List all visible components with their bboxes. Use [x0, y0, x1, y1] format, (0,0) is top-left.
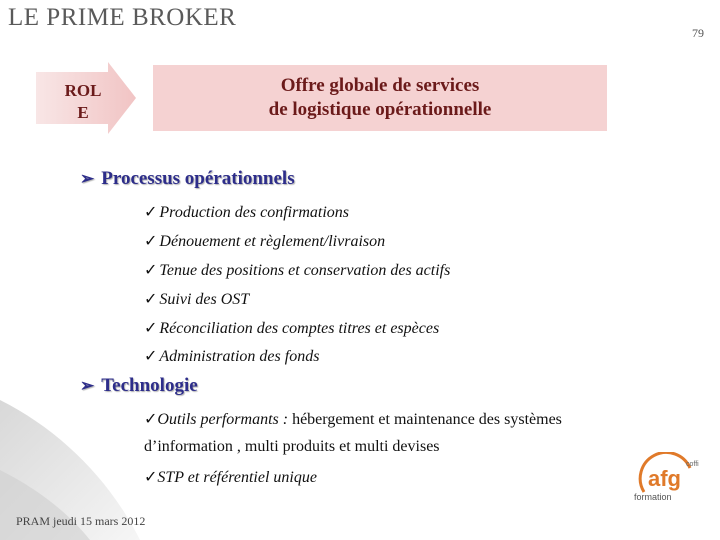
- svg-text:formation: formation: [634, 492, 672, 502]
- page-title: LE PRIME BROKER: [8, 4, 237, 31]
- list-item: ✓STP et référentiel unique: [144, 469, 317, 486]
- check-icon: ✓: [144, 348, 158, 365]
- list-item: ✓ Dénouement et règlement/livraison: [144, 233, 386, 250]
- check-icon: ✓: [144, 291, 158, 308]
- bullet-arrow-icon: ➢: [80, 376, 95, 395]
- role-label: [52, 80, 114, 124]
- offer-box: [153, 65, 607, 131]
- list-item: ✓ Production des confirmations: [144, 204, 350, 221]
- check-icon: ✓: [144, 320, 158, 337]
- list-item: ✓Outils performants : hébergement et maintenance des systèmes: [144, 411, 562, 428]
- list-item: ✓ Administration des fonds: [144, 348, 320, 365]
- svg-text:coffi: coffi: [686, 461, 699, 468]
- role-label-line1: ROL: [64, 81, 102, 100]
- check-icon: ✓: [144, 204, 158, 221]
- role-label-line2: E: [77, 103, 89, 122]
- section-heading-processus: [80, 168, 295, 190]
- section-heading-technologie: [80, 375, 198, 397]
- bullet-arrow-icon: ➢: [80, 169, 95, 188]
- section-heading-text: Processus opérationnels: [101, 168, 295, 189]
- check-icon: ✓: [144, 262, 158, 279]
- svg-text:afg: afg: [648, 466, 681, 491]
- list-item-continuation: d’information , multi produits et multi devises: [144, 438, 440, 455]
- list-item: ✓ Réconciliation des comptes titres et espèces: [144, 320, 440, 337]
- list-item: ✓ Tenue des positions et conservation des actifs: [144, 262, 451, 279]
- footer-date: PRAM jeudi 15 mars 2012: [16, 514, 146, 528]
- check-icon: ✓: [144, 233, 158, 250]
- offer-line1: Offre globale de services: [280, 75, 480, 96]
- page-number: 79: [692, 26, 704, 40]
- list-item: ✓ Suivi des OST: [144, 291, 250, 308]
- check-icon: ✓: [144, 411, 158, 428]
- afg-formation-logo: [630, 452, 710, 504]
- offer-line2: de logistique opérationnelle: [268, 99, 492, 120]
- section-heading-text: Technologie: [101, 375, 198, 396]
- check-icon: ✓: [144, 469, 158, 486]
